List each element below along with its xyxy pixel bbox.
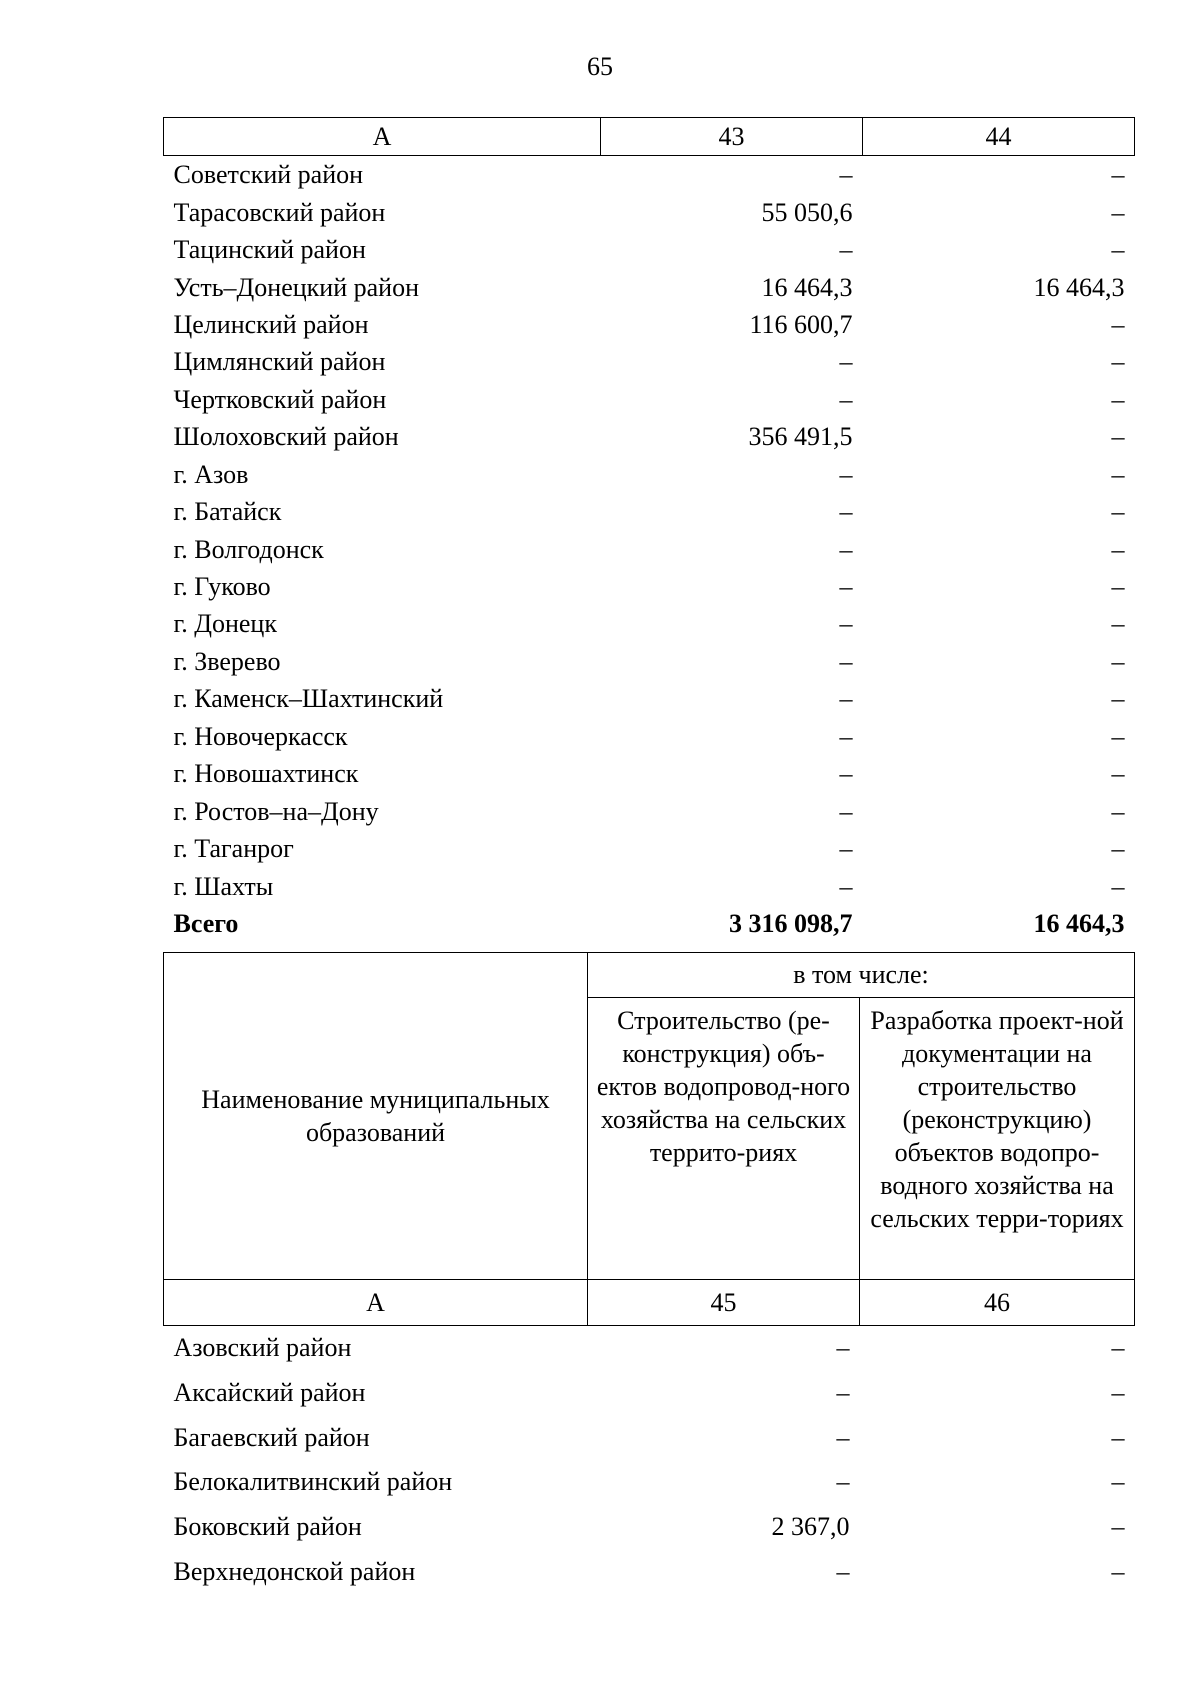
municipality-name: г. Новочеркасск bbox=[173, 721, 348, 751]
value-col-44: – bbox=[1111, 871, 1125, 901]
value-col-45: – bbox=[836, 1378, 850, 1408]
value-col-45: – bbox=[836, 1333, 850, 1363]
value-col-44: – bbox=[1111, 497, 1125, 527]
table-row bbox=[164, 792, 1135, 829]
value-col-46: – bbox=[1111, 1556, 1125, 1586]
value-col-44: – bbox=[1111, 384, 1125, 414]
table-row bbox=[164, 1460, 1135, 1505]
data-table-section bbox=[163, 952, 1135, 1594]
value-col-44: 16 464,3 bbox=[1033, 272, 1125, 302]
municipality-name: г. Новошахтинск bbox=[173, 759, 359, 789]
total-label: Всего bbox=[173, 908, 239, 938]
value-col-45: – bbox=[836, 1422, 850, 1452]
value-col-44: – bbox=[1111, 534, 1125, 564]
value-col-46: – bbox=[1111, 1378, 1125, 1408]
municipality-name: г. Зверево bbox=[173, 646, 281, 676]
municipality-name: Советский район bbox=[173, 160, 364, 190]
municipality-column-header: Наименование муниципальных образований bbox=[164, 953, 588, 1280]
value-col-46: – bbox=[1111, 1467, 1125, 1497]
value-col-44: – bbox=[1111, 609, 1125, 639]
value-col-43: – bbox=[839, 160, 853, 190]
municipality-name: Чертковский район bbox=[173, 384, 387, 414]
total-row bbox=[164, 905, 1135, 942]
column-number-43: 43 bbox=[601, 118, 863, 156]
value-col-46: – bbox=[1111, 1422, 1125, 1452]
municipality-name: г. Донецк bbox=[173, 609, 277, 639]
table-row bbox=[164, 381, 1135, 418]
value-col-45: – bbox=[836, 1556, 850, 1586]
value-col-43: – bbox=[839, 871, 853, 901]
total-col-44: 16 464,3 bbox=[1033, 908, 1125, 938]
municipality-name: г. Шахты bbox=[173, 871, 274, 901]
municipality-name: Целинский район bbox=[173, 309, 369, 339]
value-col-43: 356 491,5 bbox=[748, 422, 853, 452]
table-row bbox=[164, 718, 1135, 755]
table-row bbox=[164, 343, 1135, 380]
table-row bbox=[164, 530, 1135, 567]
column-header-45: Строительство (ре-конструкция) объ-ектов водопровод-ного хозяйства на сельских террито-риях bbox=[588, 998, 860, 1280]
table-row bbox=[164, 680, 1135, 717]
value-col-43: – bbox=[839, 497, 853, 527]
value-col-43: – bbox=[839, 796, 853, 826]
column-number-45: 45 bbox=[588, 1280, 860, 1326]
column-number-a: А bbox=[164, 1280, 588, 1326]
value-col-44: – bbox=[1111, 646, 1125, 676]
value-col-44: – bbox=[1111, 572, 1125, 602]
value-col-44: – bbox=[1111, 197, 1125, 227]
municipality-name: г. Батайск bbox=[173, 497, 282, 527]
municipality-name: г. Волгодонск bbox=[173, 534, 324, 564]
value-col-46: – bbox=[1111, 1512, 1125, 1542]
value-col-43: – bbox=[839, 834, 853, 864]
value-col-44: – bbox=[1111, 721, 1125, 751]
table-row bbox=[164, 231, 1135, 268]
value-col-43: – bbox=[839, 684, 853, 714]
value-col-44: – bbox=[1111, 309, 1125, 339]
table-row bbox=[164, 306, 1135, 343]
table-row bbox=[164, 456, 1135, 493]
value-col-46: – bbox=[1111, 1333, 1125, 1363]
group-header-including: в том числе: bbox=[588, 953, 1135, 998]
data-table-continued bbox=[163, 117, 1135, 942]
table-row bbox=[164, 1326, 1135, 1371]
municipality-name: Боковский район bbox=[173, 1512, 362, 1542]
table-row bbox=[164, 268, 1135, 305]
value-col-44: – bbox=[1111, 422, 1125, 452]
table-row bbox=[164, 605, 1135, 642]
municipality-name: Аксайский район bbox=[173, 1378, 366, 1408]
municipality-name: Шолоховский район bbox=[173, 422, 399, 452]
value-col-44: – bbox=[1111, 235, 1125, 265]
value-col-43: – bbox=[839, 609, 853, 639]
value-col-44: – bbox=[1111, 684, 1125, 714]
municipality-name: Усть–Донецкий район bbox=[173, 272, 419, 302]
value-col-44: – bbox=[1111, 160, 1125, 190]
table-row bbox=[164, 643, 1135, 680]
table-row bbox=[164, 193, 1135, 230]
value-col-43: – bbox=[839, 235, 853, 265]
value-col-44: – bbox=[1111, 796, 1125, 826]
value-col-44: – bbox=[1111, 459, 1125, 489]
table-row bbox=[164, 1505, 1135, 1550]
total-col-43: 3 316 098,7 bbox=[729, 908, 853, 938]
value-col-43: – bbox=[839, 534, 853, 564]
value-col-43: – bbox=[839, 347, 853, 377]
municipality-name: Верхнедонской район bbox=[173, 1556, 416, 1586]
table-row bbox=[164, 493, 1135, 530]
value-col-43: – bbox=[839, 646, 853, 676]
value-col-43: – bbox=[839, 759, 853, 789]
value-col-43: – bbox=[839, 721, 853, 751]
value-col-44: – bbox=[1111, 759, 1125, 789]
municipality-name: г. Таганрог bbox=[173, 834, 294, 864]
column-header-46: Разработка проект-ной документации на строительство (реконструкцию) объектов водопро-водного хозяйства на сельских терри-ториях bbox=[860, 998, 1135, 1280]
value-col-43: 16 464,3 bbox=[761, 272, 853, 302]
table-row bbox=[164, 1415, 1135, 1460]
column-number-44: 44 bbox=[863, 118, 1135, 156]
municipality-name: Тацинский район bbox=[173, 235, 366, 265]
table-row bbox=[164, 568, 1135, 605]
table-header-row bbox=[164, 953, 1135, 998]
municipality-name: г. Каменск–Шахтинский bbox=[173, 684, 444, 714]
value-col-45: 2 367,0 bbox=[771, 1512, 850, 1542]
municipality-name: Азовский район bbox=[173, 1333, 352, 1363]
municipality-name: Тарасовский район bbox=[173, 197, 386, 227]
value-col-43: – bbox=[839, 459, 853, 489]
value-col-43: – bbox=[839, 384, 853, 414]
table-row bbox=[164, 830, 1135, 867]
table-row bbox=[164, 867, 1135, 904]
municipality-name: Цимлянский район bbox=[173, 347, 386, 377]
table-row bbox=[164, 755, 1135, 792]
value-col-45: – bbox=[836, 1467, 850, 1497]
value-col-44: – bbox=[1111, 834, 1125, 864]
column-number-46: 46 bbox=[860, 1280, 1135, 1326]
municipality-name: Белокалитвинский район bbox=[173, 1467, 453, 1497]
municipality-name: г. Гуково bbox=[173, 572, 271, 602]
value-col-43: – bbox=[839, 572, 853, 602]
municipality-name: Багаевский район bbox=[173, 1422, 370, 1452]
table-column-numbers bbox=[164, 118, 1135, 156]
table-column-numbers bbox=[164, 1280, 1135, 1326]
value-col-43: 55 050,6 bbox=[761, 197, 853, 227]
page-number: 65 bbox=[587, 52, 613, 81]
municipality-name: г. Азов bbox=[173, 459, 249, 489]
municipality-name: г. Ростов–на–Дону bbox=[173, 796, 379, 826]
table-row bbox=[164, 1371, 1135, 1416]
table-row bbox=[164, 418, 1135, 455]
column-number-a: А bbox=[164, 118, 601, 156]
table-row bbox=[164, 156, 1135, 194]
value-col-43: 116 600,7 bbox=[749, 309, 853, 339]
table-row bbox=[164, 1549, 1135, 1594]
value-col-44: – bbox=[1111, 347, 1125, 377]
